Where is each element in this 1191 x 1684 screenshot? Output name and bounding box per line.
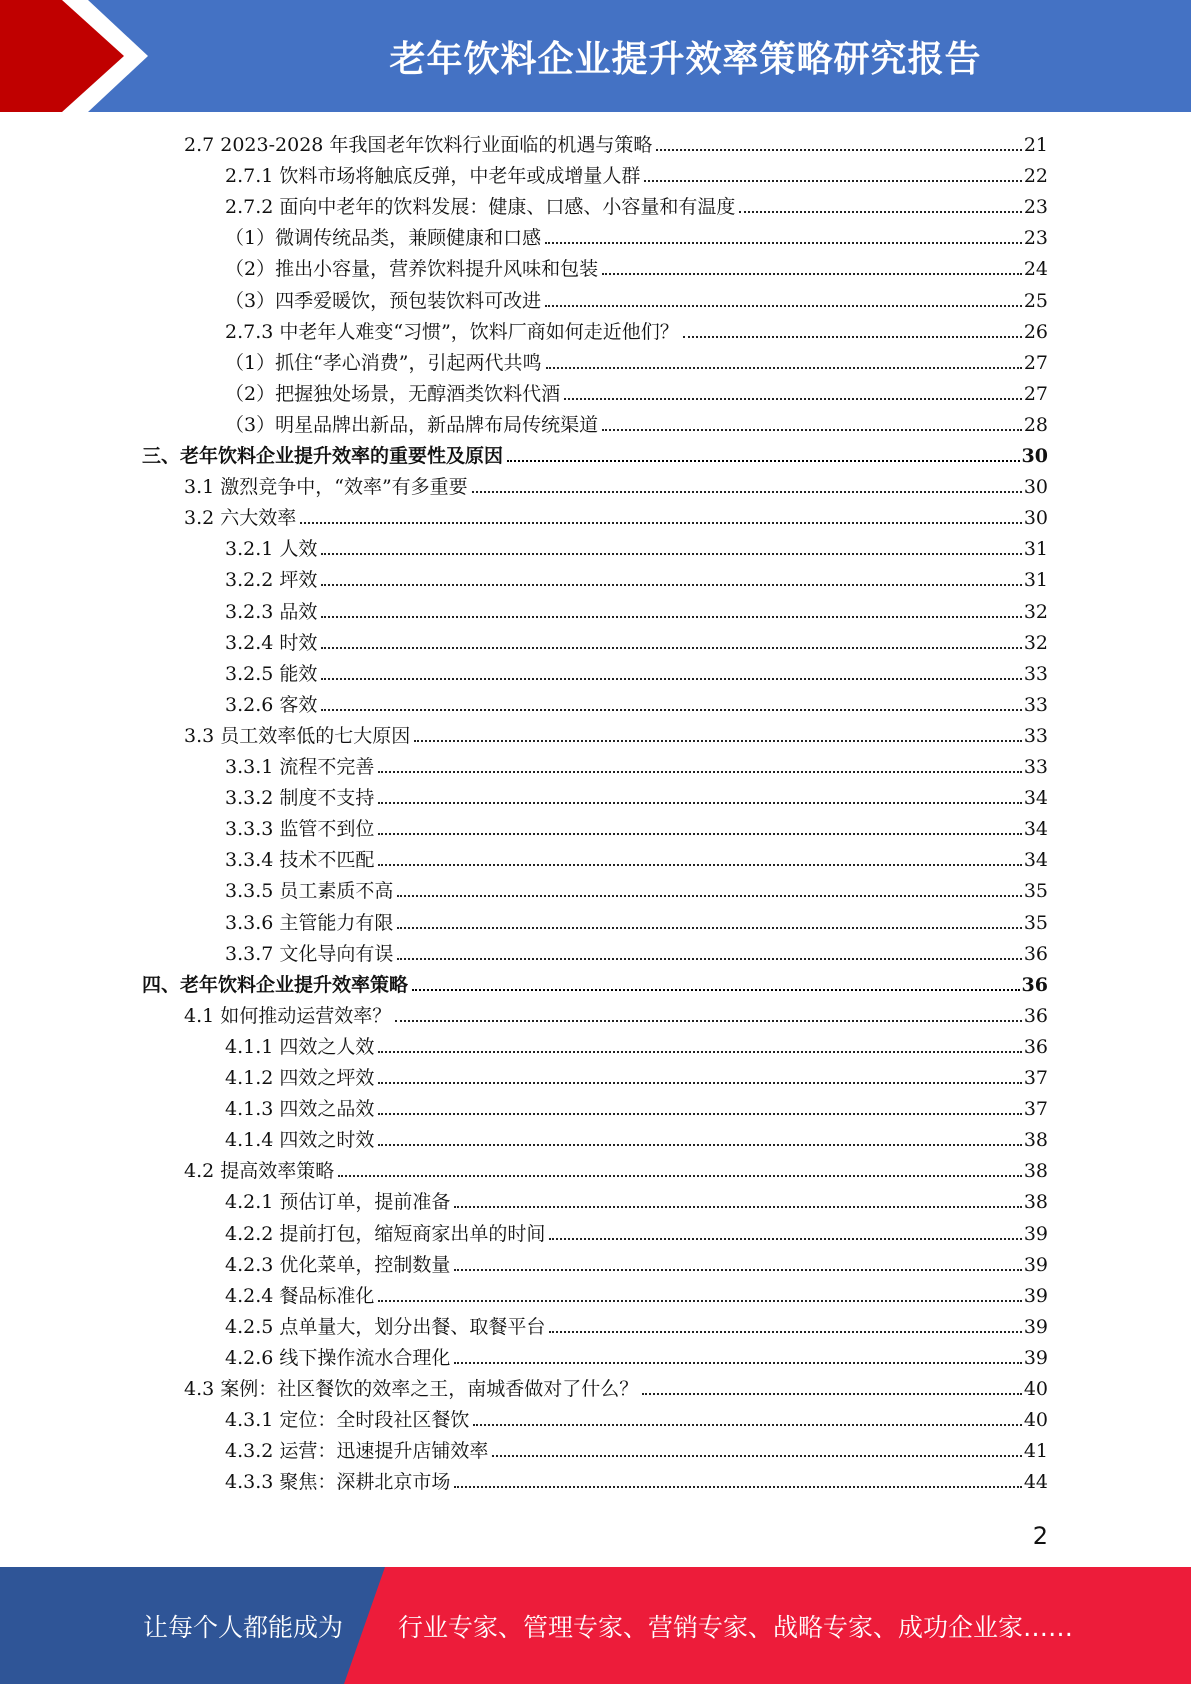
toc-entry[interactable] [184, 1152, 1048, 1183]
toc-entry-title: 4.2.2 提前打包，缩短商家出单的时间 [225, 1222, 546, 1245]
toc-entry-title: （3）明星品牌出新品，新品牌布局传统渠道 [225, 413, 599, 436]
toc-entry-title: 3.3.1 流程不完善 [225, 756, 375, 778]
toc-entry-title: 4.1.2 四效之坪效 [225, 1067, 375, 1089]
toc-entry[interactable] [225, 530, 1048, 561]
toc-entry[interactable] [184, 1370, 1048, 1401]
toc-entry-title: 3.2.3 品效 [225, 600, 318, 623]
toc-dot-leader [321, 678, 1021, 680]
toc-dot-leader [472, 491, 1022, 493]
toc-dot-leader [378, 1082, 1021, 1084]
toc-entry-page: 25 [1023, 289, 1048, 312]
toc-dot-leader [549, 1331, 1021, 1333]
toc-entry-title: 3.3.5 员工素质不高 [225, 880, 394, 903]
toc-entry[interactable] [225, 1059, 1048, 1090]
toc-dot-leader [454, 1269, 1021, 1271]
toc-entry-title: 三、老年饮料企业提升效率的重要性及原因 [142, 445, 504, 467]
toc-entry[interactable] [225, 157, 1048, 188]
toc-entry-page: 33 [1023, 756, 1048, 778]
toc-dot-leader [321, 647, 1021, 649]
toc-dot-leader [395, 1020, 1022, 1022]
toc-entry[interactable] [225, 810, 1048, 841]
toc-entry-title: 四、老年饮料企业提升效率策略 [142, 973, 409, 996]
toc-entry-title: 3.3.6 主管能力有限 [225, 911, 394, 934]
toc-entry-title: 2.7.2 面向中老年的饮料发展：健康、口感、小容量和有温度 [225, 196, 736, 219]
toc-entry-page: 23 [1023, 196, 1048, 219]
toc-dot-leader [378, 1300, 1021, 1302]
toc-entry[interactable] [225, 593, 1048, 624]
toc-entry[interactable] [225, 872, 1048, 903]
toc-entry[interactable] [225, 1339, 1048, 1370]
toc-entry-title: 3.2.5 能效 [225, 662, 318, 685]
toc-entry[interactable] [225, 250, 1048, 281]
toc-entry-page: 34 [1023, 787, 1048, 810]
toc-entry-title: 2.7.1 饮料市场将触底反弹，中老年或成增量人群 [225, 165, 641, 188]
toc-entry-page: 24 [1023, 258, 1048, 281]
toc-entry[interactable] [225, 313, 1048, 344]
toc-entry-page: 26 [1023, 320, 1048, 343]
toc-entry[interactable] [225, 1308, 1048, 1339]
toc-entry[interactable] [225, 1028, 1048, 1059]
toc-dot-leader [564, 398, 1022, 400]
toc-entry[interactable] [225, 375, 1048, 406]
toc-entry-title: 3.2 六大效率 [184, 507, 297, 530]
toc-dot-leader [546, 367, 1022, 369]
toc-entry[interactable] [225, 1277, 1048, 1308]
toc-entry-page: 35 [1023, 911, 1048, 934]
toc-entry[interactable] [225, 904, 1048, 935]
toc-entry[interactable] [184, 468, 1048, 499]
footer-slogan-left: 让每个人都能成为 [143, 1612, 344, 1642]
toc-dot-leader [300, 522, 1022, 524]
toc-entry[interactable] [225, 1183, 1048, 1214]
toc-dot-leader [683, 336, 1022, 338]
toc-dot-leader [642, 1393, 1022, 1395]
toc-dot-leader [338, 1175, 1022, 1177]
toc-dot-leader [545, 305, 1022, 307]
toc-entry-page: 30 [1023, 507, 1048, 530]
toc-entry-title: 3.3.4 技术不匹配 [225, 849, 375, 872]
toc-entry-page: 33 [1023, 662, 1048, 685]
toc-entry-page: 44 [1023, 1471, 1048, 1494]
toc-entry[interactable] [225, 686, 1048, 717]
report-footer [0, 1567, 1191, 1684]
toc-entry-title: 4.3.2 运营：迅速提升店铺效率 [225, 1440, 489, 1463]
toc-entry-page: 37 [1023, 1067, 1048, 1089]
toc-entry[interactable] [225, 748, 1048, 779]
toc-entry[interactable] [225, 841, 1048, 872]
toc-entry-page: 36 [1023, 942, 1048, 965]
toc-dot-leader [397, 927, 1021, 929]
toc-entry-title: 3.2.1 人效 [225, 538, 318, 561]
toc-entry-page: 36 [1023, 1004, 1048, 1027]
toc-entry[interactable] [225, 1090, 1048, 1121]
toc-entry[interactable] [225, 1121, 1048, 1152]
report-header [0, 0, 1191, 112]
toc-entry[interactable] [184, 126, 1048, 157]
toc-entry-page: 36 [1023, 1035, 1048, 1058]
footer-slogan-right: 行业专家、管理专家、营销专家、战略专家、成功企业家…… [398, 1612, 1074, 1642]
toc-entry-page: 32 [1023, 600, 1048, 623]
toc-entry-title: 3.1 激烈竞争中，“效率”有多重要 [184, 476, 468, 499]
toc-entry-page: 39 [1023, 1315, 1048, 1338]
toc-entry-page: 27 [1023, 351, 1048, 374]
toc-dot-leader [473, 1424, 1021, 1426]
toc-entry-page: 39 [1023, 1346, 1048, 1369]
toc-entry-title: 2.7.3 中老年人难变“习惯”，饮料厂商如何走近他们？ [225, 320, 679, 343]
toc-entry-page: 34 [1023, 849, 1048, 872]
toc-entry[interactable] [225, 188, 1048, 219]
toc-entry[interactable] [225, 561, 1048, 592]
toc-entry[interactable] [225, 935, 1048, 966]
toc-entry-page: 38 [1023, 1160, 1048, 1183]
toc-entry-page: 38 [1023, 1129, 1048, 1152]
toc-dot-leader [321, 616, 1021, 618]
toc-dot-leader [321, 553, 1021, 555]
toc-entry-title: 4.3.3 聚焦：深耕北京市场 [225, 1471, 451, 1494]
toc-dot-leader [507, 460, 1020, 462]
toc-entry-page: 30 [1023, 476, 1048, 499]
toc-entry[interactable] [225, 1215, 1048, 1246]
toc-entry-page: 34 [1023, 818, 1048, 841]
toc-entry-page: 35 [1023, 880, 1048, 903]
toc-entry-page: 41 [1023, 1440, 1048, 1463]
toc-entry-page: 39 [1023, 1284, 1048, 1307]
toc-entry[interactable] [225, 1432, 1048, 1463]
toc-entry[interactable] [184, 997, 1048, 1028]
toc-entry-title: 2.7 2023-2028 年我国老年饮料行业面临的机遇与策略 [184, 134, 653, 156]
toc-entry-page: 23 [1023, 227, 1048, 250]
toc-entry-page: 38 [1023, 1191, 1048, 1214]
toc-entry-title: 3.3.7 文化导向有误 [225, 942, 394, 965]
toc-dot-leader [454, 1362, 1021, 1364]
toc-dot-leader [378, 1144, 1021, 1146]
toc-chapter-entry[interactable] [142, 966, 1048, 997]
toc-entry-title: （3）四季爱暖饮，预包装饮料可改进 [225, 289, 542, 312]
toc-entry[interactable] [184, 717, 1048, 748]
page-number: 2 [1032, 1522, 1048, 1550]
toc-entry-page: 36 [1021, 973, 1048, 996]
toc-entry[interactable] [225, 779, 1048, 810]
toc-entry-title: 4.2.5 点单量大，划分出餐、取餐平台 [225, 1315, 546, 1338]
toc-dot-leader [378, 771, 1021, 773]
toc-entry-page: 28 [1023, 413, 1048, 436]
toc-entry-page: 40 [1023, 1378, 1048, 1400]
toc-entry-title: 3.2.4 时效 [225, 631, 318, 654]
toc-dot-leader [454, 1486, 1021, 1488]
toc-entry-title: 4.2.6 线下操作流水合理化 [225, 1346, 451, 1369]
toc-dot-leader [412, 989, 1020, 991]
toc-entry[interactable] [225, 624, 1048, 655]
toc-entry-page: 27 [1023, 382, 1048, 405]
toc-entry[interactable] [225, 655, 1048, 686]
toc-entry-title: 3.3.2 制度不支持 [225, 787, 375, 810]
toc-entry-page: 31 [1023, 569, 1048, 592]
toc-entry[interactable] [225, 1401, 1048, 1432]
toc-entry[interactable] [225, 406, 1048, 437]
toc-entry-page: 39 [1023, 1222, 1048, 1245]
toc-entry-title: 4.1.4 四效之时效 [225, 1129, 375, 1152]
toc-entry-title: 3.2.6 客效 [225, 693, 318, 716]
toc-dot-leader [321, 584, 1021, 586]
toc-dot-leader [454, 1206, 1021, 1208]
toc-entry[interactable] [225, 1246, 1048, 1277]
toc-entry-title: 4.2.4 餐品标准化 [225, 1284, 375, 1307]
toc-chapter-entry[interactable] [142, 437, 1048, 468]
toc-entry-title: （1）抓住“孝心消费”，引起两代共鸣 [225, 351, 542, 374]
toc-entry-page: 21 [1023, 134, 1048, 156]
report-title: 老年饮料企业提升效率策略研究报告 [389, 38, 982, 80]
toc-entry-page: 33 [1023, 693, 1048, 716]
toc-entry-title: 3.3.3 监管不到位 [225, 818, 375, 841]
toc-dot-leader [378, 864, 1021, 866]
toc-entry[interactable] [225, 344, 1048, 375]
toc-dot-leader [397, 958, 1021, 960]
toc-entry-title: （1）微调传统品类，兼顾健康和口感 [225, 227, 542, 250]
toc-dot-leader [378, 833, 1021, 835]
toc-entry-page: 31 [1023, 538, 1048, 561]
toc-entry-page: 40 [1023, 1409, 1048, 1432]
toc-entry[interactable] [225, 1463, 1048, 1494]
toc-dot-leader [321, 709, 1021, 711]
toc-entry[interactable] [225, 282, 1048, 313]
toc-dot-leader [397, 895, 1021, 897]
toc-entry-title: 4.1.1 四效之人效 [225, 1035, 375, 1058]
toc-entry-title: 3.3 员工效率低的七大原因 [184, 724, 411, 747]
toc-dot-leader [378, 1051, 1021, 1053]
toc-dot-leader [602, 429, 1022, 431]
toc-entry-title: 3.2.2 坪效 [225, 569, 318, 592]
toc-dot-leader [378, 802, 1021, 804]
toc-entry-page: 39 [1023, 1253, 1048, 1276]
toc-dot-leader [378, 1113, 1021, 1115]
toc-entry[interactable] [225, 219, 1048, 250]
toc-entry-title: 4.3 案例：社区餐饮的效率之王，南城香做对了什么？ [184, 1378, 639, 1400]
toc-entry-page: 30 [1021, 445, 1048, 467]
toc-entry-title: 4.3.1 定位：全时段社区餐饮 [225, 1409, 470, 1432]
toc-entry-title: 4.2.3 优化菜单，控制数量 [225, 1253, 451, 1276]
toc-entry-title: 4.2.1 预估订单，提前准备 [225, 1191, 451, 1214]
toc-entry[interactable] [184, 499, 1048, 530]
toc-entry-page: 37 [1023, 1098, 1048, 1121]
toc-dot-leader [644, 180, 1021, 182]
toc-dot-leader [492, 1455, 1021, 1457]
toc-entry-title: 4.2 提高效率策略 [184, 1160, 335, 1183]
toc-entry-title: （2）把握独处场景，无醇酒类饮料代酒 [225, 382, 561, 405]
toc-entry-page: 22 [1023, 165, 1048, 188]
toc-dot-leader [545, 242, 1022, 244]
toc-dot-leader [414, 740, 1022, 742]
toc-dot-leader [602, 273, 1022, 275]
toc-entry-title: 4.1.3 四效之品效 [225, 1098, 375, 1121]
toc-entry-title: （2）推出小容量，营养饮料提升风味和包装 [225, 258, 599, 281]
toc-dot-leader [656, 149, 1021, 151]
toc-dot-leader [739, 211, 1021, 213]
toc-entry-title: 4.1 如何推动运营效率？ [184, 1004, 392, 1027]
toc-dot-leader [549, 1238, 1021, 1240]
toc-entry-page: 32 [1023, 631, 1048, 654]
toc-entry-page: 33 [1023, 724, 1048, 747]
